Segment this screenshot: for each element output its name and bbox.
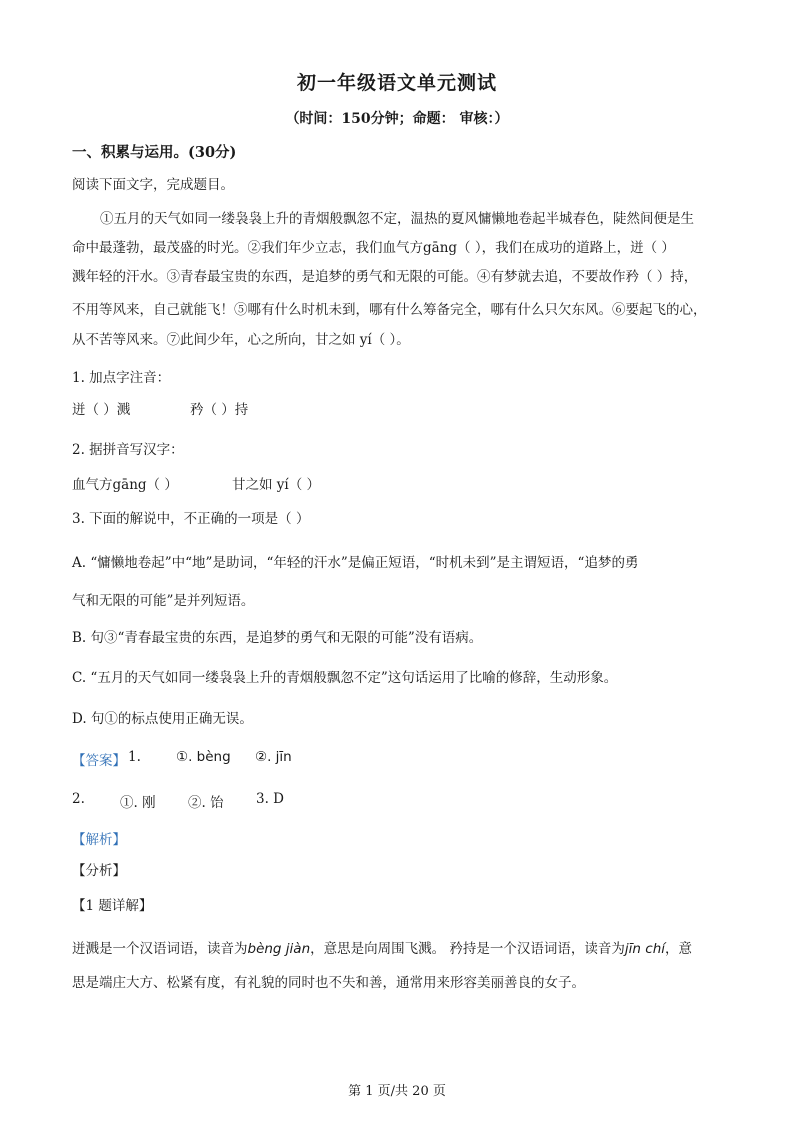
pinyin-jinchi: jīn chí bbox=[624, 941, 665, 957]
page-footer: 第 1 页/共 20 页 bbox=[348, 1084, 446, 1099]
question-2-item-a: 血气方gāng（ ） bbox=[72, 477, 178, 493]
passage-line-3: 溅年轻的汗水。③青春最宝贵的东西，是追梦的勇气和无限的可能。④有梦就去追，不要故作矜（ ）持， bbox=[72, 269, 698, 285]
detail-text-b: ，意思是向周围飞溅。 矜持是一个汉语词语，读音为 bbox=[310, 941, 625, 957]
question-1-item-b: 矜（ ）持 bbox=[190, 402, 249, 418]
option-c: C. “五月的天气如同一缕袅袅上升的青烟般飘忽不定”这句话运用了比喻的修辞，生动形象。 bbox=[72, 670, 618, 686]
option-d: D. 句①的标点使用正确无误。 bbox=[72, 711, 253, 727]
option-a-line-2: 气和无限的可能”是并列短语。 bbox=[72, 593, 255, 609]
detail-label: 【1 题详解】 bbox=[72, 898, 153, 914]
detail-line-1 bbox=[72, 937, 692, 957]
passage-line-1: ①五月的天气如同一缕袅袅上升的青烟般飘忽不定，温热的夏风慵懒地卷起半城春色，陡然间便是生 bbox=[100, 211, 694, 227]
answer-2-a: ①. 刚 bbox=[120, 795, 156, 811]
answer-1-a: ①. bèng bbox=[176, 749, 231, 765]
instruction-text: 阅读下面文字，完成题目。 bbox=[72, 177, 234, 193]
answer-1-b: ②. jīn bbox=[255, 749, 292, 765]
passage-line-2: 命中最蓬勃，最茂盛的时光。②我们年少立志，我们血气方gāng（ ），我们在成功的道路上，迸（ ） bbox=[72, 240, 675, 256]
section-heading: 一、积累与运用。(30分) bbox=[72, 144, 237, 161]
question-2-title: 2. 据拼音写汉字： bbox=[72, 442, 184, 458]
page-title: 初一年级语文单元测试 bbox=[296, 72, 497, 94]
answer-label: 【答案】 bbox=[72, 753, 126, 769]
question-1-title: 1. 加点字注音： bbox=[72, 370, 171, 386]
option-a-line-1: A. “慵懒地卷起”中“地”是助词，“年轻的汗水”是偏正短语，“时机未到”是主谓短语，“追梦的勇 bbox=[72, 555, 639, 571]
option-b: B. 句③“青春最宝贵的东西，是追梦的勇气和无限的可能”没有语病。 bbox=[72, 630, 483, 646]
answer-1-number: 1. bbox=[128, 749, 141, 765]
pinyin-bengjian: bèng jiàn bbox=[247, 941, 311, 957]
question-1-item-a: 迸（ ）溅 bbox=[72, 402, 131, 418]
page-subtitle: （时间：150分钟；命题： 审核：） bbox=[285, 111, 509, 127]
detail-text-a: 迸溅是一个汉语词语，读音为 bbox=[72, 941, 248, 957]
answer-3: 3. D bbox=[256, 791, 284, 807]
question-2-item-b: 甘之如 yí（ ） bbox=[232, 477, 321, 493]
answer-2-b: ②. 饴 bbox=[188, 795, 224, 811]
detail-text-c: ，意 bbox=[665, 941, 692, 957]
detail-line-2: 思是端庄大方、松紧有度，有礼貌的同时也不失和善，通常用来形容美丽善良的女子。 bbox=[72, 975, 585, 991]
answer-2-number: 2. bbox=[72, 791, 85, 807]
analysis-label: 【解析】 bbox=[72, 832, 126, 848]
passage-line-4: 不用等风来，自己就能飞！⑤哪有什么时机未到，哪有什么筹备完全，哪有什么只欠东风。⑥要起飞的心， bbox=[72, 302, 707, 318]
passage-line-5: 从不苦等风来。⑦此间少年，心之所向，甘之如 yí（ ）。 bbox=[72, 332, 410, 348]
fenxi-label: 【分析】 bbox=[72, 863, 126, 879]
question-3-title: 3. 下面的解说中，不正确的一项是（ ） bbox=[72, 511, 310, 527]
